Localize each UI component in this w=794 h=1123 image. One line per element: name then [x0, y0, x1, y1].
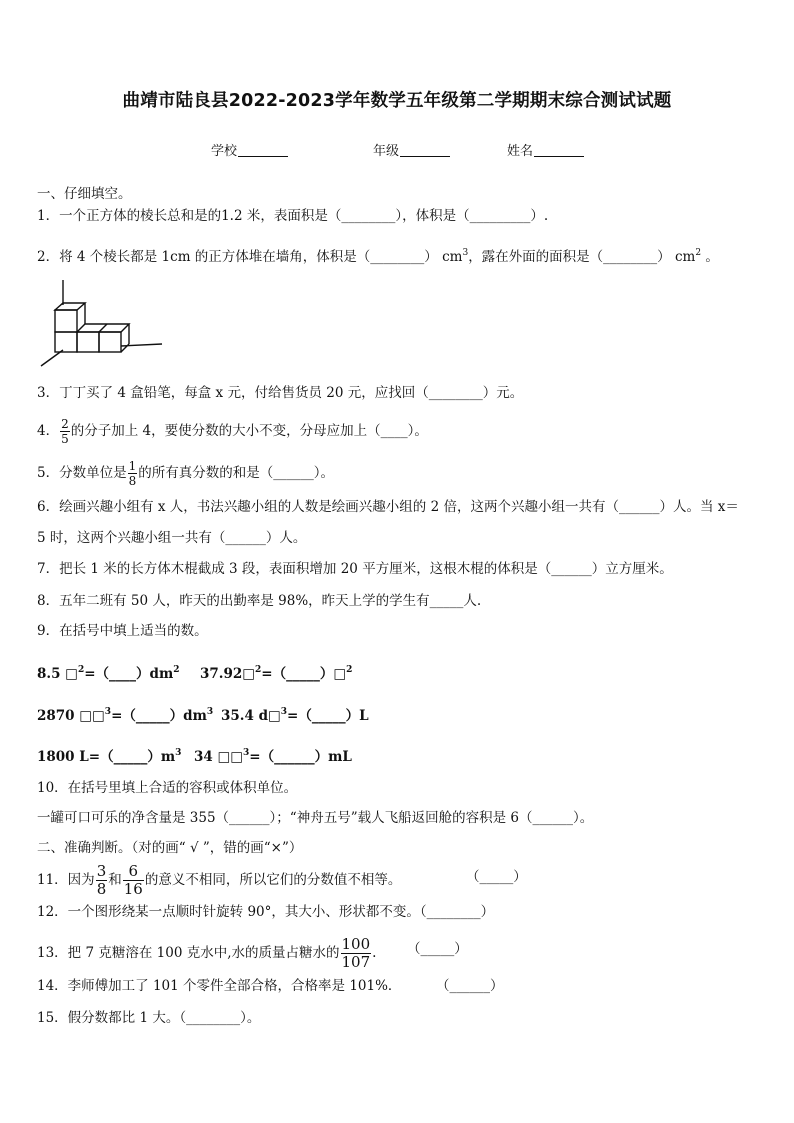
school-label: 学校 — [211, 144, 238, 159]
q9r2a-e2: 3 — [206, 707, 214, 717]
q9r3a-e: 3 — [175, 748, 182, 758]
name-label: 姓名 — [507, 144, 534, 159]
question-8: 8．五年二班有 50 人，昨天的出勤率是 98%，昨天上学的学生有_____人. — [37, 593, 482, 609]
q9-row3-left — [37, 742, 181, 768]
q11-text-pre: 11．因为 — [37, 872, 95, 888]
q9-row1-left — [37, 659, 180, 685]
grade-field — [373, 140, 450, 159]
question-9: 9．在括号中填上适当的数。 — [37, 623, 208, 639]
q13-denominator: 107 — [341, 953, 371, 971]
question-2 — [37, 242, 719, 268]
q2-exp2: 2 — [695, 248, 702, 258]
q9-row2-left — [37, 701, 213, 727]
q9r1a-a: 8.5 □ — [37, 666, 78, 682]
question-5 — [37, 460, 334, 487]
q2-exp: 3 — [462, 248, 469, 258]
q4-numerator: 2 — [61, 417, 69, 431]
question-6-line2: 5 时，这两个兴趣小组一共有（______）人。 — [37, 530, 307, 546]
question-3: 3．丁丁买了 4 盒铅笔，每盒 x 元，付给售货员 20 元，应找回（________）元。 — [37, 385, 524, 401]
question-14: 14．李师傅加工了 101 个零件全部合格，合格率是 101%． — [37, 978, 402, 994]
q9r2a-a: 2870 □□ — [37, 708, 105, 724]
q5-text: 的所有真分数的和是（______）。 — [138, 465, 334, 481]
q11-fraction-1 — [96, 864, 108, 897]
q13-text: . — [372, 945, 377, 961]
q9r1b-e2: 2 — [346, 665, 353, 675]
q5-denominator: 8 — [128, 474, 137, 488]
school-blank[interactable] — [238, 142, 288, 157]
q11-n2: 6 — [123, 864, 144, 881]
question-11 — [37, 864, 401, 897]
q13-fraction — [341, 937, 372, 970]
q2-text-b: ，露在外面的面积是（________） cm — [468, 249, 696, 265]
q9r2a-e: 3 — [104, 707, 112, 717]
stacked-cubes-figure — [38, 280, 168, 370]
q4-text: 的分子加上 4，要使分数的大小不变，分母应加上（____）。 — [70, 423, 428, 439]
q4-denominator: 5 — [61, 432, 69, 446]
q5-text-pre: 5．分数单位是 — [37, 465, 127, 481]
q14-answer[interactable]: （______） — [436, 978, 504, 994]
question-7: 7．把长 1 米的长方体木棍截成 3 段，表面积增加 20 平方厘米，这根木棍的体积是（______）立方厘米。 — [37, 561, 673, 577]
q9r3b-a: 34 □□ — [194, 749, 243, 765]
q9r3b-b: =（______）mL — [249, 749, 352, 765]
section-fill-blank: 一、仔细填空。 — [37, 186, 132, 202]
q11-and: 和 — [108, 872, 122, 888]
q11-answer[interactable]: （_____） — [466, 869, 527, 885]
section-judgement: 二、准确判断。（对的画“ √ ”，错的画“×”） — [37, 840, 303, 856]
q9-row3-right — [194, 742, 352, 768]
q9r3a-a: 1800 L=（_____）m — [37, 749, 176, 765]
question-6-line1: 6．绘画兴趣小组有 x 人，书法兴趣小组的人数是绘画兴趣小组的 2 倍，这两个兴趣小组一共有（______）人。当 x＝ — [37, 499, 739, 515]
question-4 — [37, 418, 428, 445]
q9r1b-e: 2 — [255, 665, 262, 675]
question-1: 1．一个正方体的棱长总和是的1.2 米，表面积是（________），体积是（_________）. — [37, 208, 549, 224]
q9r2b-e: 3 — [280, 707, 288, 717]
q4-fraction — [60, 418, 70, 445]
q5-numerator: 1 — [128, 459, 137, 473]
q9r2b-a: 35.4 d□ — [221, 708, 281, 724]
q11-fraction-2 — [123, 864, 144, 897]
q2-text-c: 。 — [701, 249, 719, 265]
q9r3b-e: 3 — [243, 748, 250, 758]
q13-numerator: 100 — [341, 935, 371, 953]
question-13 — [37, 937, 376, 970]
q9r1b-b: =（_____）□ — [261, 666, 347, 682]
q9-row2-right — [221, 701, 369, 727]
q9r1a-b: =（____）dm — [84, 666, 174, 682]
name-field — [507, 140, 584, 159]
q11-d1: 8 — [96, 880, 107, 898]
q2-text-a: 2．将 4 个棱长都是 1cm 的正方体堆在墙角，体积是（________） cm — [37, 249, 463, 265]
q13-answer[interactable]: （_____） — [407, 941, 468, 957]
name-blank[interactable] — [534, 142, 584, 157]
question-10: 10．在括号里填上合适的容积或体积单位。 — [37, 780, 298, 796]
q4-number: 4． — [37, 423, 60, 439]
q9r2b-b: =（_____）L — [287, 708, 369, 724]
question-15: 15．假分数都比 1 大。（________）。 — [37, 1010, 261, 1026]
q9r1a-e: 2 — [77, 665, 85, 675]
q11-d2: 16 — [123, 880, 143, 898]
q9r2a-b: =（_____）dm — [111, 708, 207, 724]
question-10-body: 一罐可口可乐的净含量是 355（______）；“神舟五号”载人飞船返回舱的容积是 6（______）。 — [37, 810, 594, 826]
q9r1b-a: 37.92□ — [200, 666, 256, 682]
grade-label: 年级 — [373, 144, 400, 159]
q13-text-pre: 13．把 7 克糖溶在 100 克水中,水的质量占糖水的 — [37, 945, 340, 961]
q9r1a-e2: 2 — [173, 665, 180, 675]
q11-n1: 3 — [96, 862, 107, 880]
page-title: 曲靖市陆良县2022-2023学年数学五年级第二学期期末综合测试试题 — [122, 91, 672, 111]
school-field — [211, 140, 288, 159]
question-12: 12．一个图形绕某一点顺时针旋转 90°，其大小、形状都不变。（________） — [37, 904, 495, 920]
q5-fraction — [128, 460, 138, 487]
q9-row1-right — [200, 659, 352, 685]
q11-text: 的意义不相同，所以它们的分数值不相等。 — [144, 872, 402, 888]
grade-blank[interactable] — [400, 142, 450, 157]
